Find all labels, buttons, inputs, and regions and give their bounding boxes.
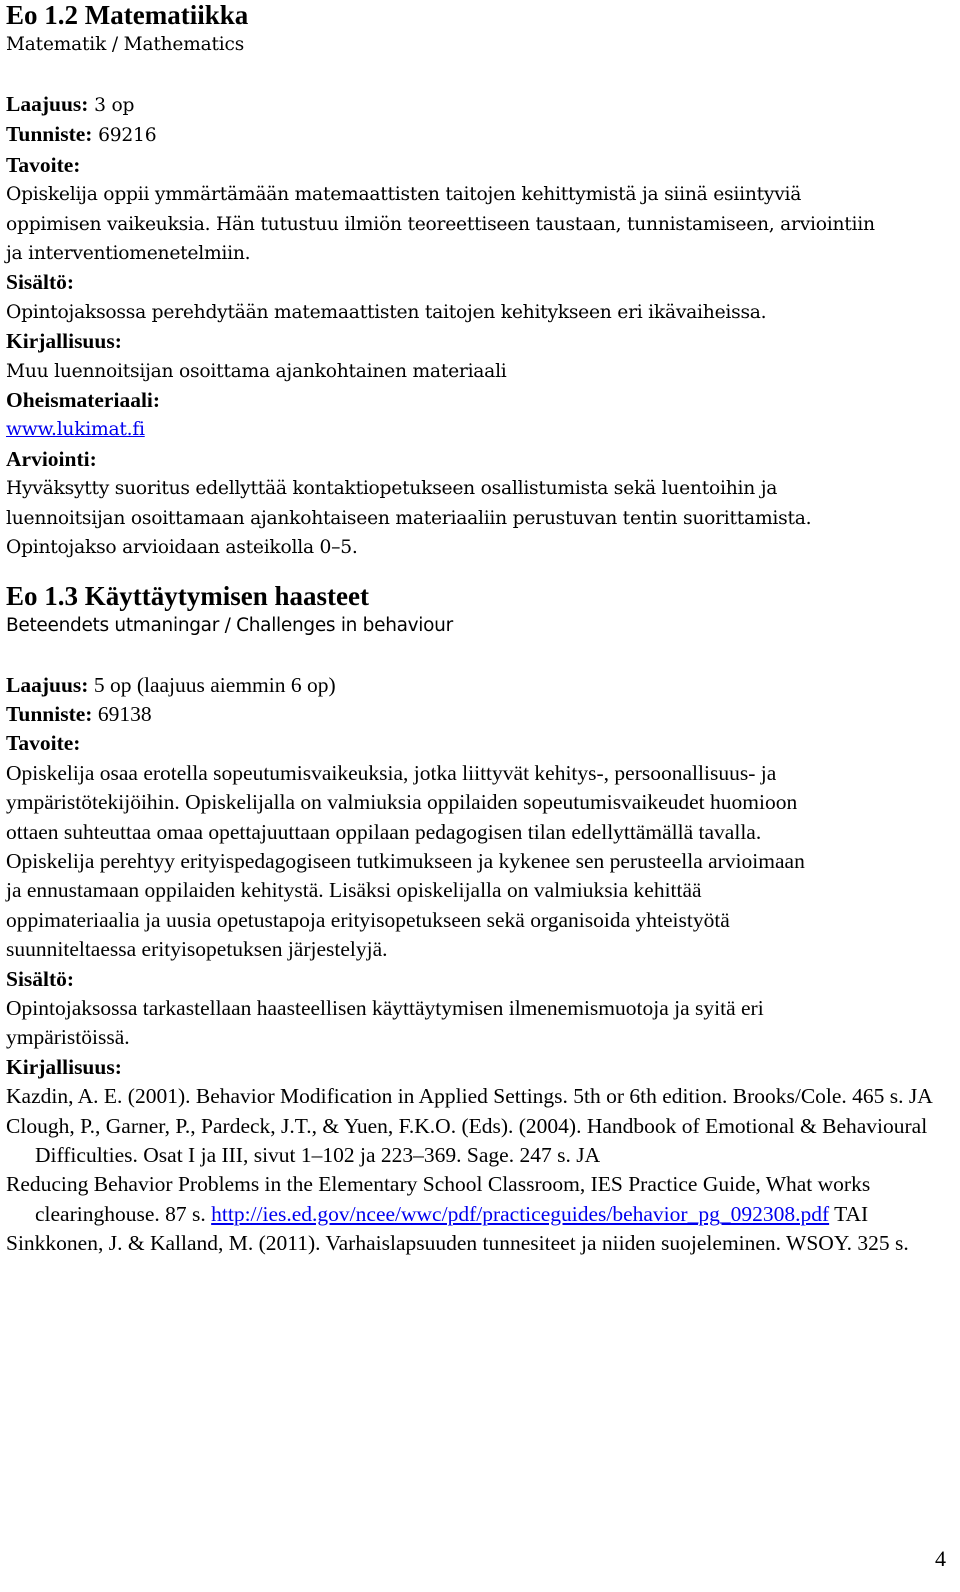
tavoite-text-line: suunniteltaessa erityisopetuksen järjestelyjä.	[6, 937, 388, 962]
oheismateriaali-line	[6, 415, 950, 444]
tunniste-line	[6, 120, 950, 150]
tavoite-text-line: Opiskelija osaa erotella sopeutumisvaikeuksia, jotka liittyvät kehitys-, persoonallisuus- ja	[6, 760, 777, 785]
course-subtitle: Beteendets utmaningar / Challenges in behaviour	[6, 614, 453, 636]
sisalto-text-line: Opintojaksossa tarkastellaan haasteellisen käyttäytymisen ilmenemismuotoja ja syitä eri	[6, 995, 764, 1020]
tavoite-text-line: Opiskelija oppii ymmärtämään matemaattisten taitojen kehittymistä ja siinä esiintyviä	[6, 184, 802, 206]
tunniste-line	[6, 700, 950, 729]
reference-reducing-tail: TAI	[829, 1201, 869, 1226]
kirjallisuus-label: Kirjallisuus:	[6, 1054, 122, 1079]
tunniste-label: Tunniste:	[6, 701, 93, 726]
sisalto-text: Opintojaksossa perehdytään matemaattisten taitojen kehitykseen eri ikävaiheissa.	[6, 301, 767, 323]
course-subtitle: Matematik / Mathematics	[6, 34, 245, 55]
kirjallisuus-text: Muu luennoitsijan osoittama ajankohtainen materiaali	[6, 360, 507, 382]
tavoite-text-line: ja ennustamaan oppilaiden kehitystä. Lisäksi opiskelijalla on valmiuksia kehittää	[6, 878, 702, 903]
reference-reducing-text: Reducing Behavior Problems in the Elementary School Classroom, IES Practice Guide, What works clearinghouse. 87 s.	[6, 1172, 871, 1226]
tavoite-label: Tavoite:	[6, 731, 81, 756]
course-section-matematiikka	[6, 0, 950, 563]
kirjallisuus-label: Kirjallisuus:	[6, 329, 122, 354]
tunniste-value: 69138	[92, 701, 152, 726]
tavoite-text-line: ympäristötekijöihin. Opiskelijalla on valmiuksia oppilaiden sopeutumisvaikeudet huomioon	[6, 790, 798, 815]
arviointi-label: Arviointi:	[6, 446, 97, 471]
tavoite-text-line: ja interventiomenetelmiin.	[6, 243, 251, 265]
reference-clough: Clough, P., Garner, P., Pardeck, J.T., & Yuen, F.K.O. (Eds). (2004). Handbook of Emotional & Behavioural Difficulties. Osat I ja III, sivut 1–102 ja 223–369. Sage. 247 s. JA	[6, 1113, 928, 1167]
tavoite-text-line: oppimisen vaikeuksia. Hän tutustuu ilmiön teoreettiseen taustaan, tunnistamiseen, arviointiin	[6, 213, 875, 235]
tavoite-label: Tavoite:	[6, 152, 81, 177]
course-section-kayttaytyminen	[6, 581, 950, 1259]
arviointi-text-line: Hyväksytty suoritus edellyttää kontaktiopetukseen osallistumista sekä luentoihin ja	[6, 478, 778, 500]
laajuus-value: 3 op	[88, 95, 135, 116]
reference-reducing	[6, 1170, 950, 1229]
sisalto-label: Sisältö:	[6, 270, 75, 295]
sisalto-label: Sisältö:	[6, 966, 75, 991]
tunniste-value: 69216	[92, 125, 157, 147]
page-number: 4	[935, 1546, 946, 1571]
tavoite-text-line: ottaen suhteuttaa omaa opettajuuttaan oppilaan pedagogisen tilan edellyttämällä tavalla.	[6, 819, 762, 844]
laajuus-value: 5 op (laajuus aiemmin 6 op)	[88, 672, 336, 697]
laajuus-label: Laajuus:	[6, 672, 89, 697]
tunniste-label: Tunniste:	[6, 122, 93, 147]
laajuus-label: Laajuus:	[6, 92, 89, 116]
document-page	[6, 0, 950, 1259]
arviointi-text-line: Opintojakso arvioidaan asteikolla 0–5.	[6, 537, 358, 559]
tavoite-text-line: Opiskelija perehtyy erityispedagogiseen tutkimukseen ja kykenee sen perusteella arvioimaan	[6, 848, 805, 873]
laajuus-line	[6, 90, 950, 120]
arviointi-text-line: luennoitsijan osoittamaan ajankohtaiseen materiaaliin perustuvan tentin suorittamista.	[6, 507, 812, 529]
ies-pdf-link[interactable]: http://ies.ed.gov/ncee/wwc/pdf/practiceguides/behavior_pg_092308.pdf	[211, 1201, 830, 1226]
reference-sinkkonen: Sinkkonen, J. & Kalland, M. (2011). Varhaislapsuuden tunnesiteet ja niiden suojeleminen. WSOY. 325 s.	[6, 1231, 909, 1256]
lukimat-link[interactable]: www.lukimat.fi	[6, 419, 145, 441]
course-title: Eo 1.2 Matematiikka	[6, 0, 249, 30]
sisalto-text-line: ympäristöissä.	[6, 1025, 130, 1050]
laajuus-line	[6, 671, 950, 700]
reference-kazdin: Kazdin, A. E. (2001). Behavior Modification in Applied Settings. 5th or 6th edition. Brooks/Cole. 465 s. JA	[6, 1084, 933, 1109]
tavoite-text-line: oppimateriaalia ja uusia opetustapoja erityisopetukseen sekä organisoida yhteistyötä	[6, 907, 730, 932]
oheismateriaali-label: Oheismateriaali:	[6, 388, 161, 413]
course-title: Eo 1.3 Käyttäytymisen haasteet	[6, 580, 369, 611]
